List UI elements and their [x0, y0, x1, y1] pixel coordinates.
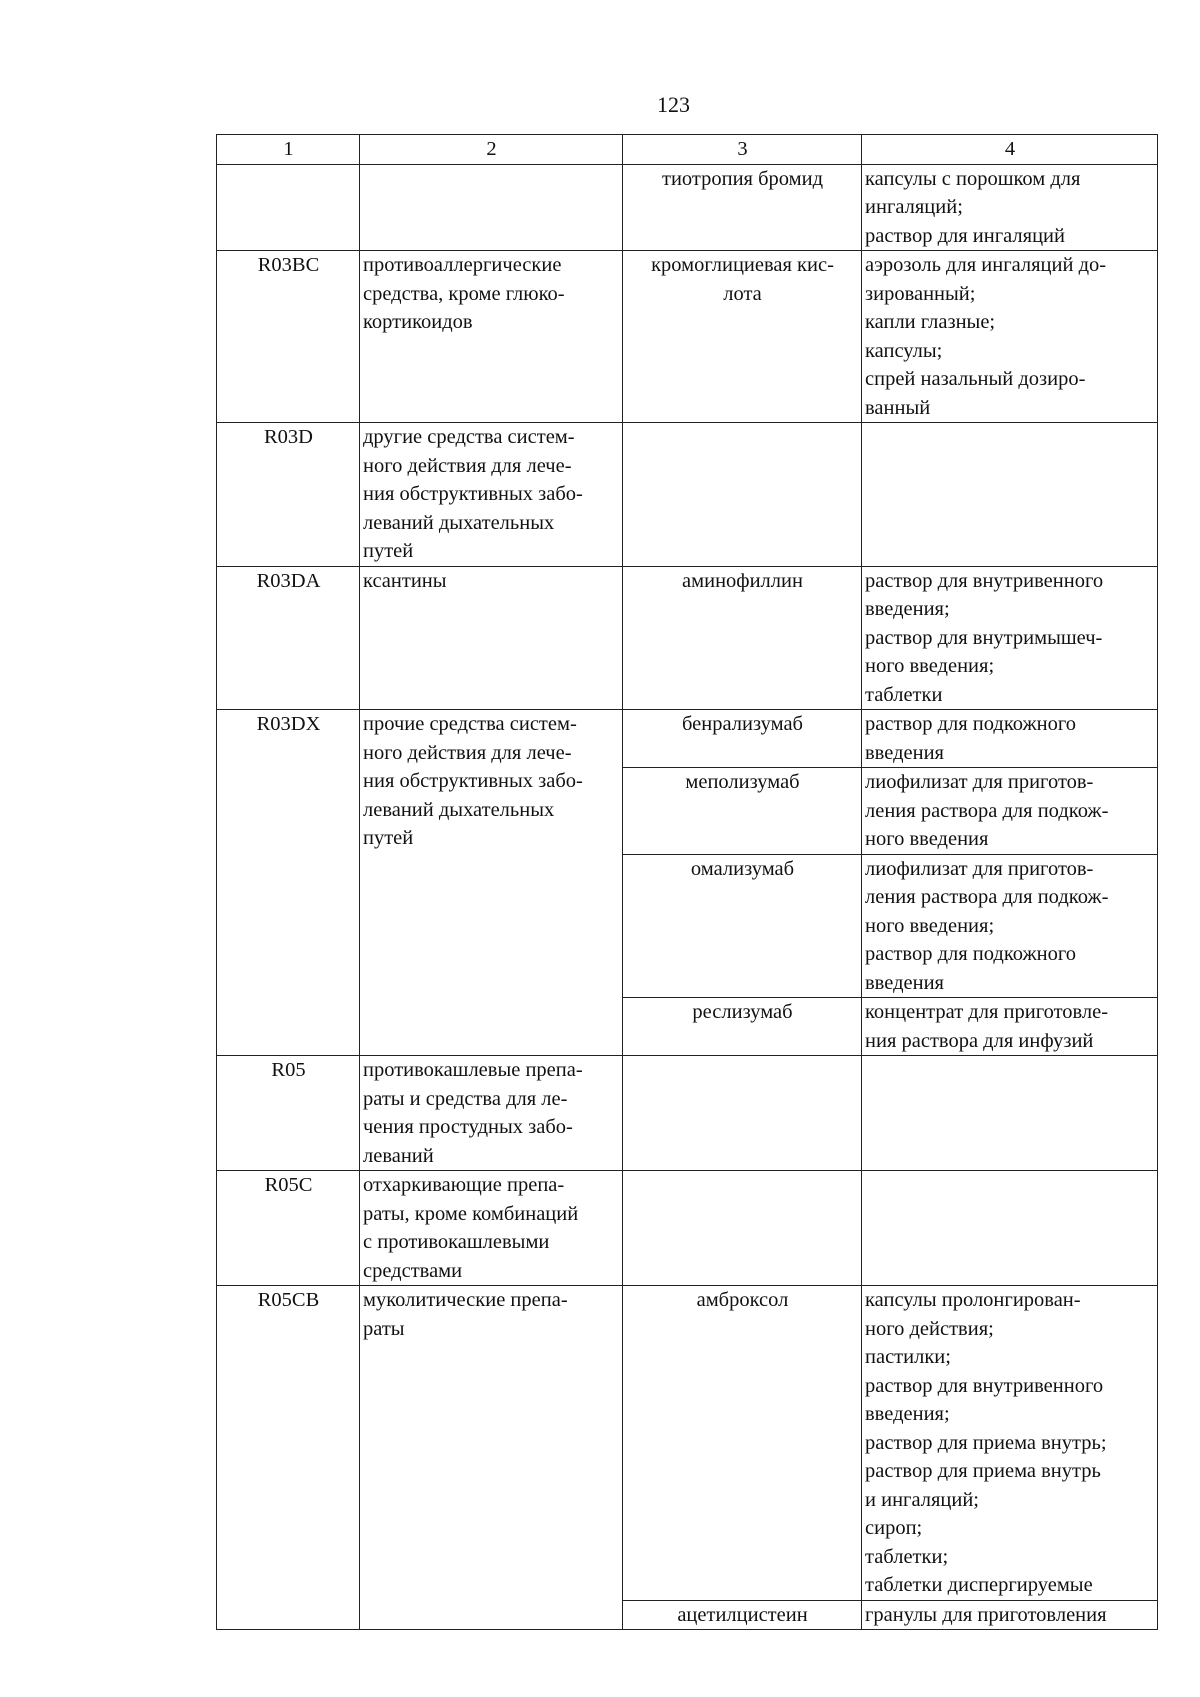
- drug-name-line: бенрализумаб: [682, 713, 803, 735]
- dosage-form-line: лиофилизат для приготов-: [865, 857, 1094, 880]
- dosage-form-line: ния раствора для инфузий: [865, 1029, 1094, 1052]
- header-row: [217, 135, 1158, 165]
- dosage-form-cell: [862, 566, 1158, 710]
- dosage-form-line: гранулы для приготовления: [865, 1603, 1107, 1626]
- group-line: ксантины: [363, 569, 447, 592]
- group-cell: [360, 1056, 623, 1171]
- drug-name-cell: [623, 768, 862, 855]
- group-line: путей: [363, 827, 414, 849]
- dosage-form-line: ного введения;: [865, 655, 995, 677]
- group-line: леваний дыхательных: [363, 798, 555, 821]
- dosage-form-line: ного действия;: [865, 1317, 994, 1340]
- atc-code-cell: [217, 1286, 360, 1630]
- dosage-form-line: спрей назальный дозиро-: [865, 368, 1086, 390]
- group-line: другие средства систем-: [363, 426, 575, 448]
- group-line: леваний дыхательных: [363, 511, 555, 534]
- group-line: противоаллергические: [363, 254, 562, 276]
- dosage-form-line: пастилки;: [865, 1346, 951, 1368]
- group-cell: [360, 164, 623, 251]
- drug-name-cell: [623, 423, 862, 567]
- atc-code: R03D: [264, 426, 313, 448]
- page-number: 123: [657, 92, 690, 117]
- group-line: муколитические препа-: [363, 1289, 568, 1311]
- drug-name-cell: [623, 1171, 862, 1286]
- dosage-form-line: зированный;: [865, 282, 976, 305]
- dosage-form-cell: [862, 1600, 1158, 1630]
- table-row: [217, 710, 1158, 768]
- atc-code: R05CB: [257, 1289, 320, 1311]
- drug-name-line: амброксол: [696, 1289, 789, 1311]
- dosage-form-cell: [862, 854, 1158, 998]
- dosage-form-line: раствор для подкожного: [865, 713, 1077, 735]
- table-row: [217, 164, 1158, 251]
- group-line: чения простудных забо-: [363, 1116, 573, 1138]
- dosage-form-line: ного введения;: [865, 914, 995, 937]
- atc-code: R05C: [264, 1174, 313, 1196]
- dosage-form-line: и ингаляций;: [865, 1488, 979, 1511]
- dosage-form-line: лиофилизат для приготов-: [865, 771, 1094, 793]
- dosage-form-line: раствор для внутривенного: [865, 1374, 1104, 1397]
- dosage-form-line: введения: [865, 741, 944, 764]
- table-row: [217, 1056, 1158, 1171]
- dosage-form-line: капсулы с порошком для: [865, 167, 1081, 190]
- group-line: средствами: [363, 1259, 463, 1282]
- dosage-form-line: раствор для приема внутрь: [865, 1460, 1101, 1482]
- dosage-form-cell: [862, 710, 1158, 768]
- dosage-form-line: ного введения: [865, 828, 989, 850]
- dosage-form-line: капсулы пролонгирован-: [865, 1289, 1081, 1311]
- atc-code-cell: [217, 566, 360, 710]
- atc-code: R03BC: [257, 254, 320, 276]
- drug-name-cell: [623, 998, 862, 1056]
- drug-name-line: ацетилцистеин: [677, 1603, 808, 1626]
- atc-code: R03DA: [256, 569, 321, 592]
- drug-name-cell: [623, 854, 862, 998]
- group-cell: [360, 423, 623, 567]
- group-cell: [360, 1171, 623, 1286]
- drug-name-line: кромоглициевая кис-: [651, 254, 834, 276]
- dosage-form-cell: [862, 251, 1158, 423]
- drug-table: [216, 134, 1158, 1630]
- dosage-form-cell: [862, 768, 1158, 855]
- table-row: [217, 1171, 1158, 1286]
- group-line: ного действия для лече-: [363, 741, 572, 764]
- dosage-form-cell: [862, 998, 1158, 1056]
- group-cell: [360, 1286, 623, 1630]
- dosage-form-line: концентрат для приготовле-: [865, 1001, 1109, 1023]
- group-line: леваний: [363, 1144, 434, 1167]
- header-col-3: 3: [623, 135, 862, 165]
- group-cell: [360, 251, 623, 423]
- dosage-form-cell: [862, 1171, 1158, 1286]
- group-line: прочие средства систем-: [363, 713, 577, 735]
- dosage-form-line: раствор для внутривенного: [865, 569, 1104, 592]
- drug-name-cell: [623, 710, 862, 768]
- group-line: раты: [363, 1317, 405, 1340]
- atc-code: R03DX: [256, 713, 321, 735]
- atc-code-cell: [217, 423, 360, 567]
- group-line: путей: [363, 540, 414, 562]
- group-line: противокашлевые препа-: [363, 1059, 583, 1081]
- group-line: средства, кроме глюко-: [363, 282, 565, 305]
- dosage-form-line: таблетки;: [865, 1545, 949, 1568]
- dosage-form-cell: [862, 423, 1158, 567]
- dosage-form-line: ингаляций;: [865, 196, 963, 218]
- group-line: отхаркивающие препа-: [363, 1174, 565, 1196]
- header-col-1: 1: [217, 135, 360, 165]
- dosage-form-line: ванный: [865, 396, 931, 419]
- drug-name-line: меполизумаб: [685, 771, 800, 793]
- atc-code-cell: [217, 710, 360, 1056]
- atc-code-cell: [217, 1171, 360, 1286]
- table-row: [217, 251, 1158, 423]
- drug-name-line: тиотропия бромид: [661, 167, 824, 190]
- group-line: ного действия для лече-: [363, 454, 572, 477]
- group-line: раты, кроме комбинаций: [363, 1202, 579, 1225]
- group-line: ния обструктивных забо-: [363, 770, 583, 792]
- drug-name-cell: [623, 1600, 862, 1630]
- group-line: с противокашлевыми: [363, 1231, 550, 1253]
- dosage-form-cell: [862, 164, 1158, 251]
- atc-code-cell: [217, 1056, 360, 1171]
- drug-name-cell: [623, 164, 862, 251]
- dosage-form-line: раствор для внутримышеч-: [865, 626, 1103, 649]
- dosage-form-cell: [862, 1056, 1158, 1171]
- dosage-form-line: введения;: [865, 598, 950, 620]
- drug-name-line: реслизумаб: [692, 1001, 793, 1023]
- header-col-4: 4: [862, 135, 1158, 165]
- dosage-form-line: ления раствора для подкож-: [865, 886, 1109, 908]
- table-body: [217, 164, 1158, 1630]
- dosage-form-line: раствор для ингаляций: [865, 224, 1065, 247]
- table-row: [217, 1286, 1158, 1601]
- table-row: [217, 423, 1158, 567]
- drug-name-line: омализумаб: [690, 857, 795, 880]
- drug-name-cell: [623, 251, 862, 423]
- group-cell: [360, 710, 623, 1056]
- dosage-form-cell: [862, 1286, 1158, 1601]
- atc-code: R05: [271, 1059, 306, 1081]
- table-row: [217, 566, 1158, 710]
- dosage-form-line: аэрозоль для ингаляций до-: [865, 254, 1107, 276]
- dosage-form-line: ления раствора для подкож-: [865, 799, 1109, 822]
- drug-name-line: лота: [723, 282, 762, 305]
- dosage-form-line: таблетки: [865, 683, 943, 706]
- dosage-form-line: капли глазные;: [865, 311, 996, 333]
- dosage-form-line: капсулы;: [865, 339, 943, 362]
- dosage-form-line: введения;: [865, 1403, 950, 1425]
- group-cell: [360, 566, 623, 710]
- dosage-form-line: сироп;: [865, 1517, 923, 1539]
- dosage-form-line: раствор для приема внутрь;: [865, 1431, 1107, 1454]
- atc-code-cell: [217, 164, 360, 251]
- header-col-2: 2: [360, 135, 623, 165]
- dosage-form-line: таблетки диспергируемые: [865, 1574, 1093, 1596]
- drug-name-cell: [623, 1286, 862, 1601]
- drug-name-cell: [623, 566, 862, 710]
- group-line: кортикоидов: [363, 311, 473, 333]
- drug-name-line: аминофиллин: [682, 569, 803, 592]
- dosage-form-line: раствор для подкожного: [865, 943, 1077, 965]
- drug-name-cell: [623, 1056, 862, 1171]
- group-line: ния обструктивных забо-: [363, 483, 583, 505]
- group-line: раты и средства для ле-: [363, 1087, 568, 1110]
- dosage-form-line: введения: [865, 971, 944, 994]
- atc-code-cell: [217, 251, 360, 423]
